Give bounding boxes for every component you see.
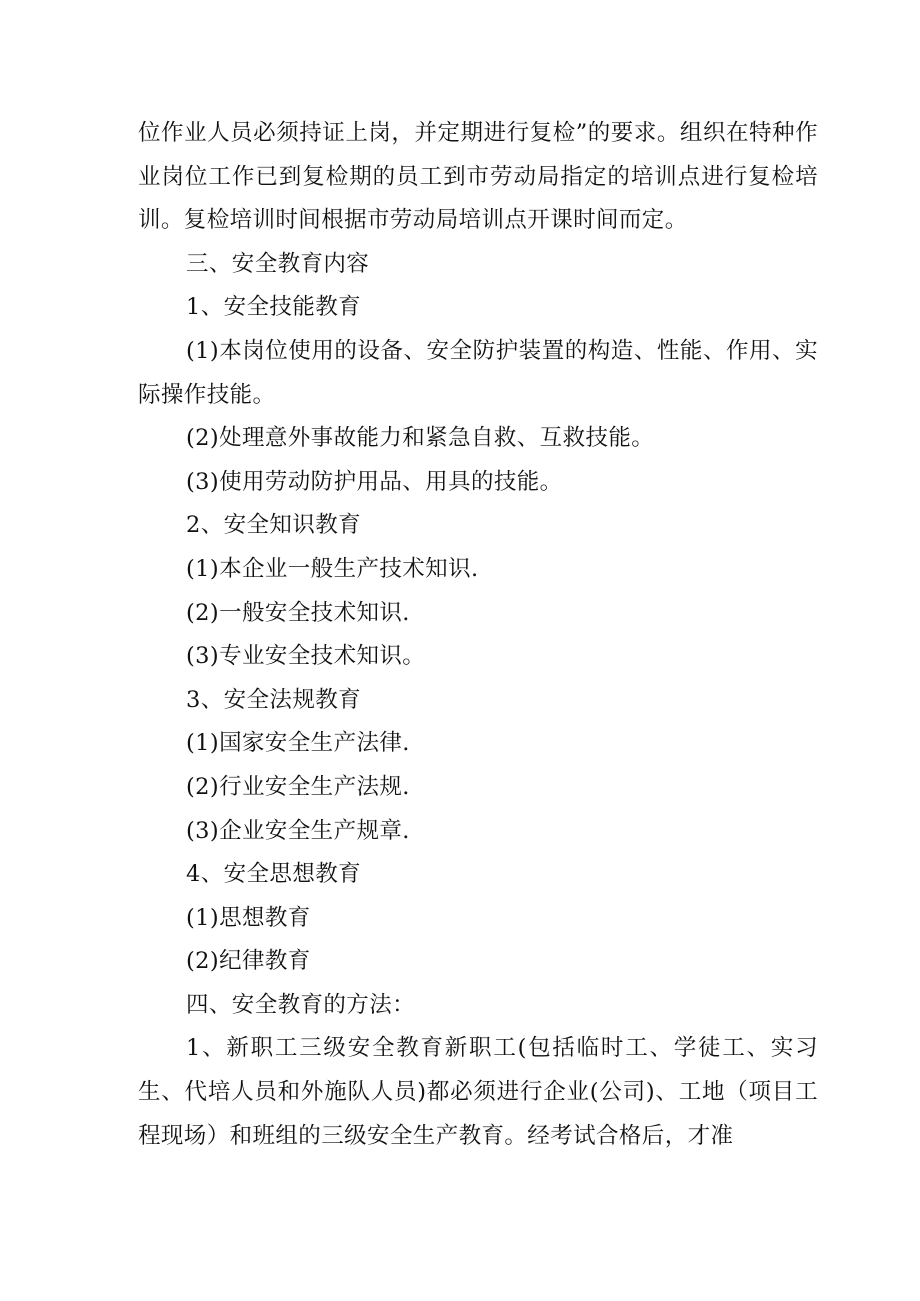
heading-section-4: 四、安全教育的方法： [186,991,416,1018]
list-item-knowledge-2: (2)一般安全技术知识. [186,599,410,626]
heading-knowledge-education: 2、安全知识教育 [186,512,362,539]
list-item-skill-2: (2)处理意外事故能力和紧急自救、互救技能。 [186,425,655,452]
list-item-thought-1: (1)思想教育 [186,904,311,931]
list-item-skill-1: (1)本岗位使用的设备、安全防护装置的构造、性能、作用、实际操作技能。 [138,337,818,408]
paragraph-new-employee-education: 1、新职工三级安全教育新职工(包括临时工、学徒工、实习生、代培人员和外施队人员)都必须进行企业(公司)、工地（项目工程现场）和班组的三级安全生产教育。经考试合格后，才准 [138,1035,818,1149]
list-item-knowledge-1: (1)本企业一般生产技术知识. [186,555,479,582]
document-body [138,112,818,1158]
heading-law-education: 3、安全法规教育 [186,686,362,713]
list-item-law-3: (3)企业安全生产规章. [186,817,410,844]
heading-skill-education: 1、安全技能教育 [186,294,362,321]
heading-thought-education: 4、安全思想教育 [186,861,362,888]
heading-section-3: 三、安全教育内容 [186,250,370,277]
list-item-knowledge-3: (3)专业安全技术知识。 [186,643,426,670]
list-item-skill-3: (3)使用劳动防护用品、用具的技能。 [186,468,563,495]
list-item-law-1: (1)国家安全生产法律. [186,730,410,757]
list-item-law-2: (2)行业安全生产法规. [186,773,410,800]
list-item-thought-2: (2)纪律教育 [186,948,311,975]
paragraph-certification-continued: 位作业人员必须持证上岗，并定期进行复检”的要求。组织在特种作业岗位工作已到复检期的员工到市劳动局指定的培训点进行复检培训。复检培训时间根据市劳动局培训点开课时间而定。 [138,120,818,234]
